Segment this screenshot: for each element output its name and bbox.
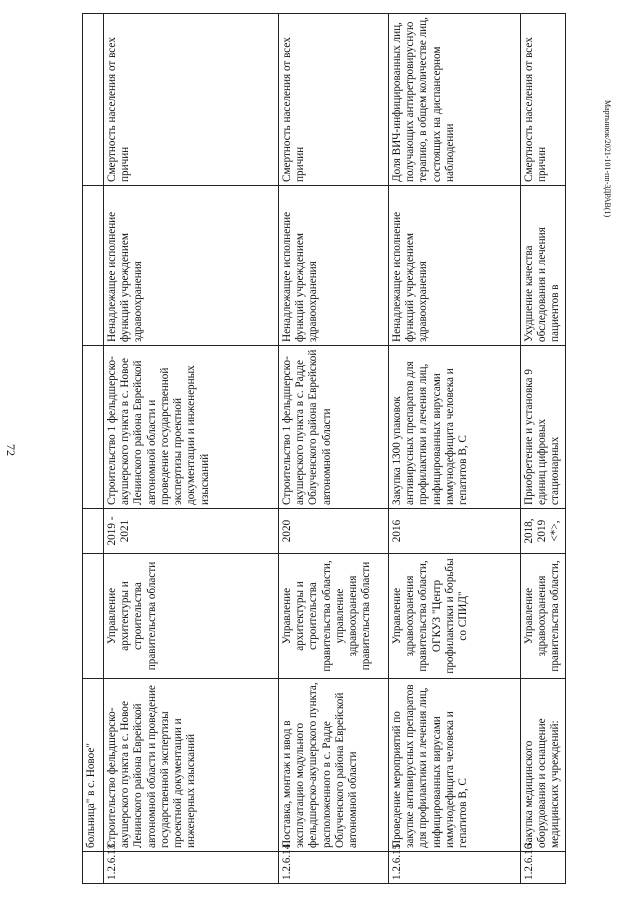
expected-result: Приобретение и установка 9 единиц цифровых стационарных [521, 346, 566, 509]
indicator: Доля ВИЧ-инфицированных лиц, получающих антиретровирусную терапию, в общем количестве лиц, состоящих на диспансерном наблюдении [389, 14, 521, 186]
row-number: 1.2.6.14 [279, 852, 389, 884]
rotated-table-container [82, 14, 562, 884]
carryover-name: больница" в с. Новое" [83, 679, 104, 852]
indicator: Смертность населения от всех причин [104, 14, 279, 186]
indicator: Смертность населения от всех причин [521, 14, 566, 186]
years: 2016 [389, 509, 521, 554]
executor: Управление здравоохранения правительства области, [521, 554, 566, 679]
executor: Управление архитектуры и строительства правительства области [104, 554, 279, 679]
consequence: Ненадлежащее исполнение функций учреждением здравоохранения [104, 186, 279, 346]
expected-result: Строительство 1 фельдшерско-акушерского пункта в с. Радде Облученского района Еврейской автономной области [279, 346, 389, 509]
table-row [279, 14, 389, 884]
row-number: 1.2.6.16 [521, 852, 566, 884]
page-number: 72 [4, 444, 18, 456]
measure-name: Проведение мероприятий по закупке антивирусных препаратов для профилактики и лечения лиц, инфицированных вирусами иммунодефицита человека и гепатитов В, С [389, 679, 521, 852]
table-row [521, 14, 566, 884]
measure-name: Поставка, монтаж и ввод в эксплуатацию модульного фельдшерско-акушерского пункта, расположенного в с. Радде Облученского района Еврейской автономной области [279, 679, 389, 852]
header-carryover-row [83, 14, 104, 884]
years: 2018, 2019 <*>, [521, 509, 566, 554]
table-row [389, 14, 521, 884]
table-row [104, 14, 279, 884]
measure-name: Закупка медицинского оборудования и оснащение медицинских учреждений: [521, 679, 566, 852]
years: 2019 - 2021 [104, 509, 279, 554]
row-number: 1.2.6.15 [389, 852, 521, 884]
expected-result: Строительство 1 фельдшерско-акушерского пункта в с. Новое Ленинского района Еврейской автономной области и проведение государственной экспертизы проектной документации и инженерных изысканий [104, 346, 279, 509]
document-footer: Мартынюк/2021-101-пп-ЗДРАВ(1) [603, 100, 612, 218]
program-measures-table [82, 13, 566, 884]
consequence: Ненадлежащее исполнение функций учреждением здравоохранения [389, 186, 521, 346]
expected-result: Закупка 1300 упаковок антивирусных препаратов для профилактики и лечения лиц, инфицированных вирусами иммунодефицита человека и гепатитов В, С [389, 346, 521, 509]
executor: Управление архитектуры и строительства правительства области, управление здравоохранения правительства области [279, 554, 389, 679]
consequence: Ухудшение качества обследования и лечения пациентов в [521, 186, 566, 346]
executor: Управление здравоохранения правительства области, ОГКУЗ "Центр профилактики и борьбы со СПИД" [389, 554, 521, 679]
measure-name: Строительство фельдшерско-акушерского пункта в с. Новое Ленинского района Еврейской автономной области и проведение государственной экспертизы проектной документации и инженерных изысканий [104, 679, 279, 852]
indicator: Смертность населения от всех причин [279, 14, 389, 186]
row-number: 1.2.6.13 [104, 852, 279, 884]
years: 2020 [279, 509, 389, 554]
consequence: Ненадлежащее исполнение функций учреждением здравоохранения [279, 186, 389, 346]
